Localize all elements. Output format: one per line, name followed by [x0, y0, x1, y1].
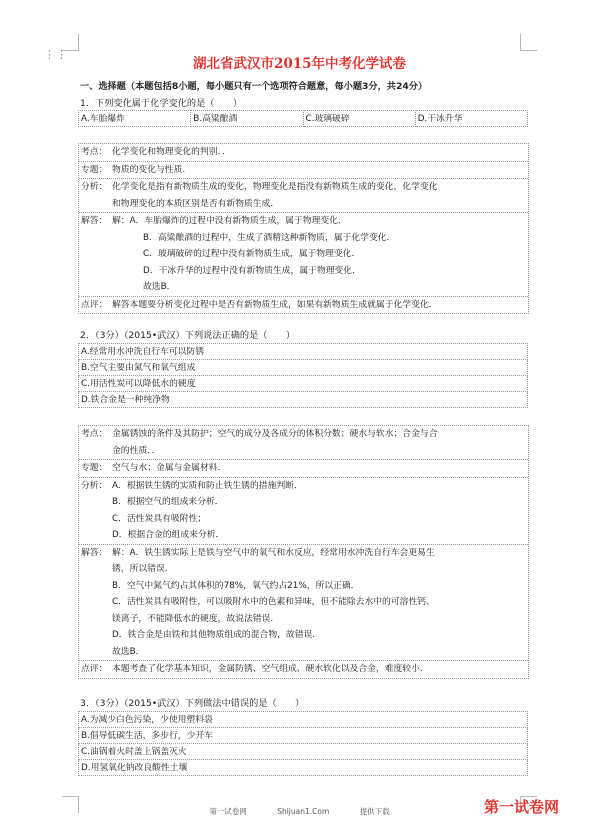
- q1-fenxi-row: [79, 178, 528, 212]
- q2-fenxi-row: [79, 477, 528, 544]
- q2-zhuanti-row: [79, 459, 528, 477]
- question-2-analysis: [78, 425, 529, 679]
- q2-kaodian-row: [79, 426, 528, 459]
- q1-option-d: D.干冰升华: [415, 111, 527, 127]
- q1-dianping: 解答本题要分析变化过程中是否有新物质生成，如果有新物质生成就属于化学变化．: [112, 299, 438, 310]
- q2-kaodian-label: 考点：: [81, 429, 108, 439]
- q2-dianping-label: 点评：: [81, 664, 108, 674]
- footer-download-text: 提供下载: [359, 807, 390, 816]
- q2-jieda-line: 锈，所以错误．: [112, 564, 174, 574]
- q1-jieda-line: B．高粱酿酒的过程中，生成了酒精这种新物质，属于化学变化．: [143, 232, 396, 243]
- q2-fenxi-line: A．根据铁生锈的实质和防止铁生锈的措施判断．: [112, 480, 303, 491]
- q2-jieda-line: 镁离子，不能降低水的硬度，故说法错误．: [112, 613, 280, 624]
- q1-fenxi-line: 化学变化是指有新物质生成的变化，物理变化是指没有新物质生成的变化，化学变化: [112, 182, 438, 192]
- q2-option-a: A.经常用水冲洗自行车可以防锈: [79, 344, 528, 360]
- q2-zhuanti: 空气与水；金属与金属材料．: [112, 463, 227, 473]
- q2-jieda-line: 解：A．铁生锈实际上是铁与空气中的氧气和水反应，经常用水冲洗自行车会更易生: [112, 547, 435, 558]
- q2-jieda-line: D．铁合金是由铁和其他物质组成的混合物，故错误．: [112, 630, 322, 640]
- q1-jieda-line: C．玻璃破碎的过程中没有新物质生成，属于物理变化．: [143, 249, 361, 259]
- q1-jieda-line: 解：A．车胎爆炸的过程中没有新物质生成，属于物理变化．: [112, 216, 347, 226]
- q3-option-c: C.油锅着火时盖上锅盖灭火: [79, 744, 528, 760]
- q2-jieda-line: B．空气中氮气约占其体积的78%，氧气约占21%，所以正确．: [112, 580, 360, 591]
- q3-option-d: D.用氢氧化钠改良酸性土壤: [79, 760, 528, 776]
- q1-option-b: B.高粱酿酒: [191, 111, 303, 127]
- question-1-stem: 1．下列变化属于化学变化的是（ ）: [80, 98, 243, 109]
- q2-fenxi-line: B．根据空气的组成来分析．: [112, 497, 224, 507]
- q1-dianping-row: [79, 296, 528, 314]
- q1-option-a: A.车胎爆炸: [79, 111, 191, 127]
- q2-jieda-row: [79, 544, 528, 661]
- q2-zhuanti-label: 专题：: [81, 463, 108, 473]
- q2-fenxi-line: D．根据合金的组成来分析．: [112, 530, 225, 540]
- q2-fenxi-line: C．活性炭具有吸附性；: [112, 513, 207, 524]
- crop-mark-top-right: [520, 34, 537, 51]
- q2-jieda-line: 故选B．: [112, 646, 145, 657]
- q1-zhuanti-label: 专题：: [81, 164, 108, 175]
- q2-option-c: C.用活性炭可以降低水的硬度: [79, 376, 528, 392]
- q3-option-a: A.为减少白色污染，少使用塑料袋: [79, 712, 528, 728]
- q2-option-d: D.铁合金是一种纯净物: [79, 392, 528, 408]
- footer-site-url: Shijuan1.Com: [277, 807, 330, 816]
- q2-jieda-line: C．活性炭具有吸附性，可以吸附水中的色素和异味，但不能除去水中的可溶性钙、: [112, 597, 435, 607]
- q1-dianping-label: 点评：: [81, 299, 108, 310]
- q2-kaodian-line: 金的性质．．: [112, 445, 161, 456]
- q3-option-b: B.倡导低碳生活，多步行，少开车: [79, 728, 528, 744]
- q1-jieda-line: 故选B．: [143, 282, 176, 292]
- q1-kaodian: 化学变化和物理变化的判别．．: [112, 147, 231, 157]
- question-1-analysis: [78, 143, 529, 314]
- q2-fenxi-label: 分析：: [81, 480, 108, 491]
- q1-jieda-line: D．干冰升华的过程中没有新物质生成，属于物理变化．: [143, 265, 361, 276]
- question-3-options: [78, 711, 528, 776]
- page-title: 湖北省武汉市2015年中考化学试卷: [192, 56, 407, 72]
- q1-fenxi-line: 和物理变化的本质区别是否有新物质生成．: [112, 198, 280, 209]
- q1-kaodian-label: 考点：: [81, 147, 108, 157]
- q2-dianping-row: [79, 660, 528, 678]
- q1-option-c: C.玻璃破碎: [303, 111, 415, 127]
- q1-fenxi-label: 分析：: [81, 182, 108, 192]
- drag-handle-icon[interactable]: ⋮⋮: [44, 48, 68, 61]
- footer-site-name: 第一试卷网: [209, 807, 247, 816]
- q1-zhuanti-row: [79, 161, 528, 179]
- question-2-stem: 2．（3分）（2015•武汉）下列说法正确的是（ ）: [80, 330, 296, 341]
- q2-option-b: B.空气主要由氮气和氧气组成: [79, 360, 528, 376]
- q1-zhuanti: 物质的变化与性质．: [112, 164, 192, 175]
- q1-jieda-row: [79, 212, 528, 296]
- q2-jieda-label: 解答：: [81, 547, 108, 558]
- q1-kaodian-row: [79, 144, 528, 161]
- q1-jieda-label: 解答：: [81, 216, 108, 226]
- section-heading: 一、选择题（本题包括8小题，每小题只有一个选项符合题意，每小题3分，共24分）: [80, 81, 428, 92]
- question-3-stem: 3．（3分）（2015•武汉）下列做法中错误的是（ ）: [80, 698, 305, 709]
- brand-logo: 第一试卷网: [484, 798, 560, 816]
- question-2-options: [78, 343, 528, 408]
- question-1-options: [78, 110, 528, 127]
- q2-dianping: 本题考查了化学基本知识，金属防锈、空气组成、硬水软化以及合金，难度较小．: [112, 664, 429, 674]
- q2-kaodian-line: 金属锈蚀的条件及其防护；空气的成分及各成分的体积分数；硬水与软水；合金与合: [112, 429, 438, 439]
